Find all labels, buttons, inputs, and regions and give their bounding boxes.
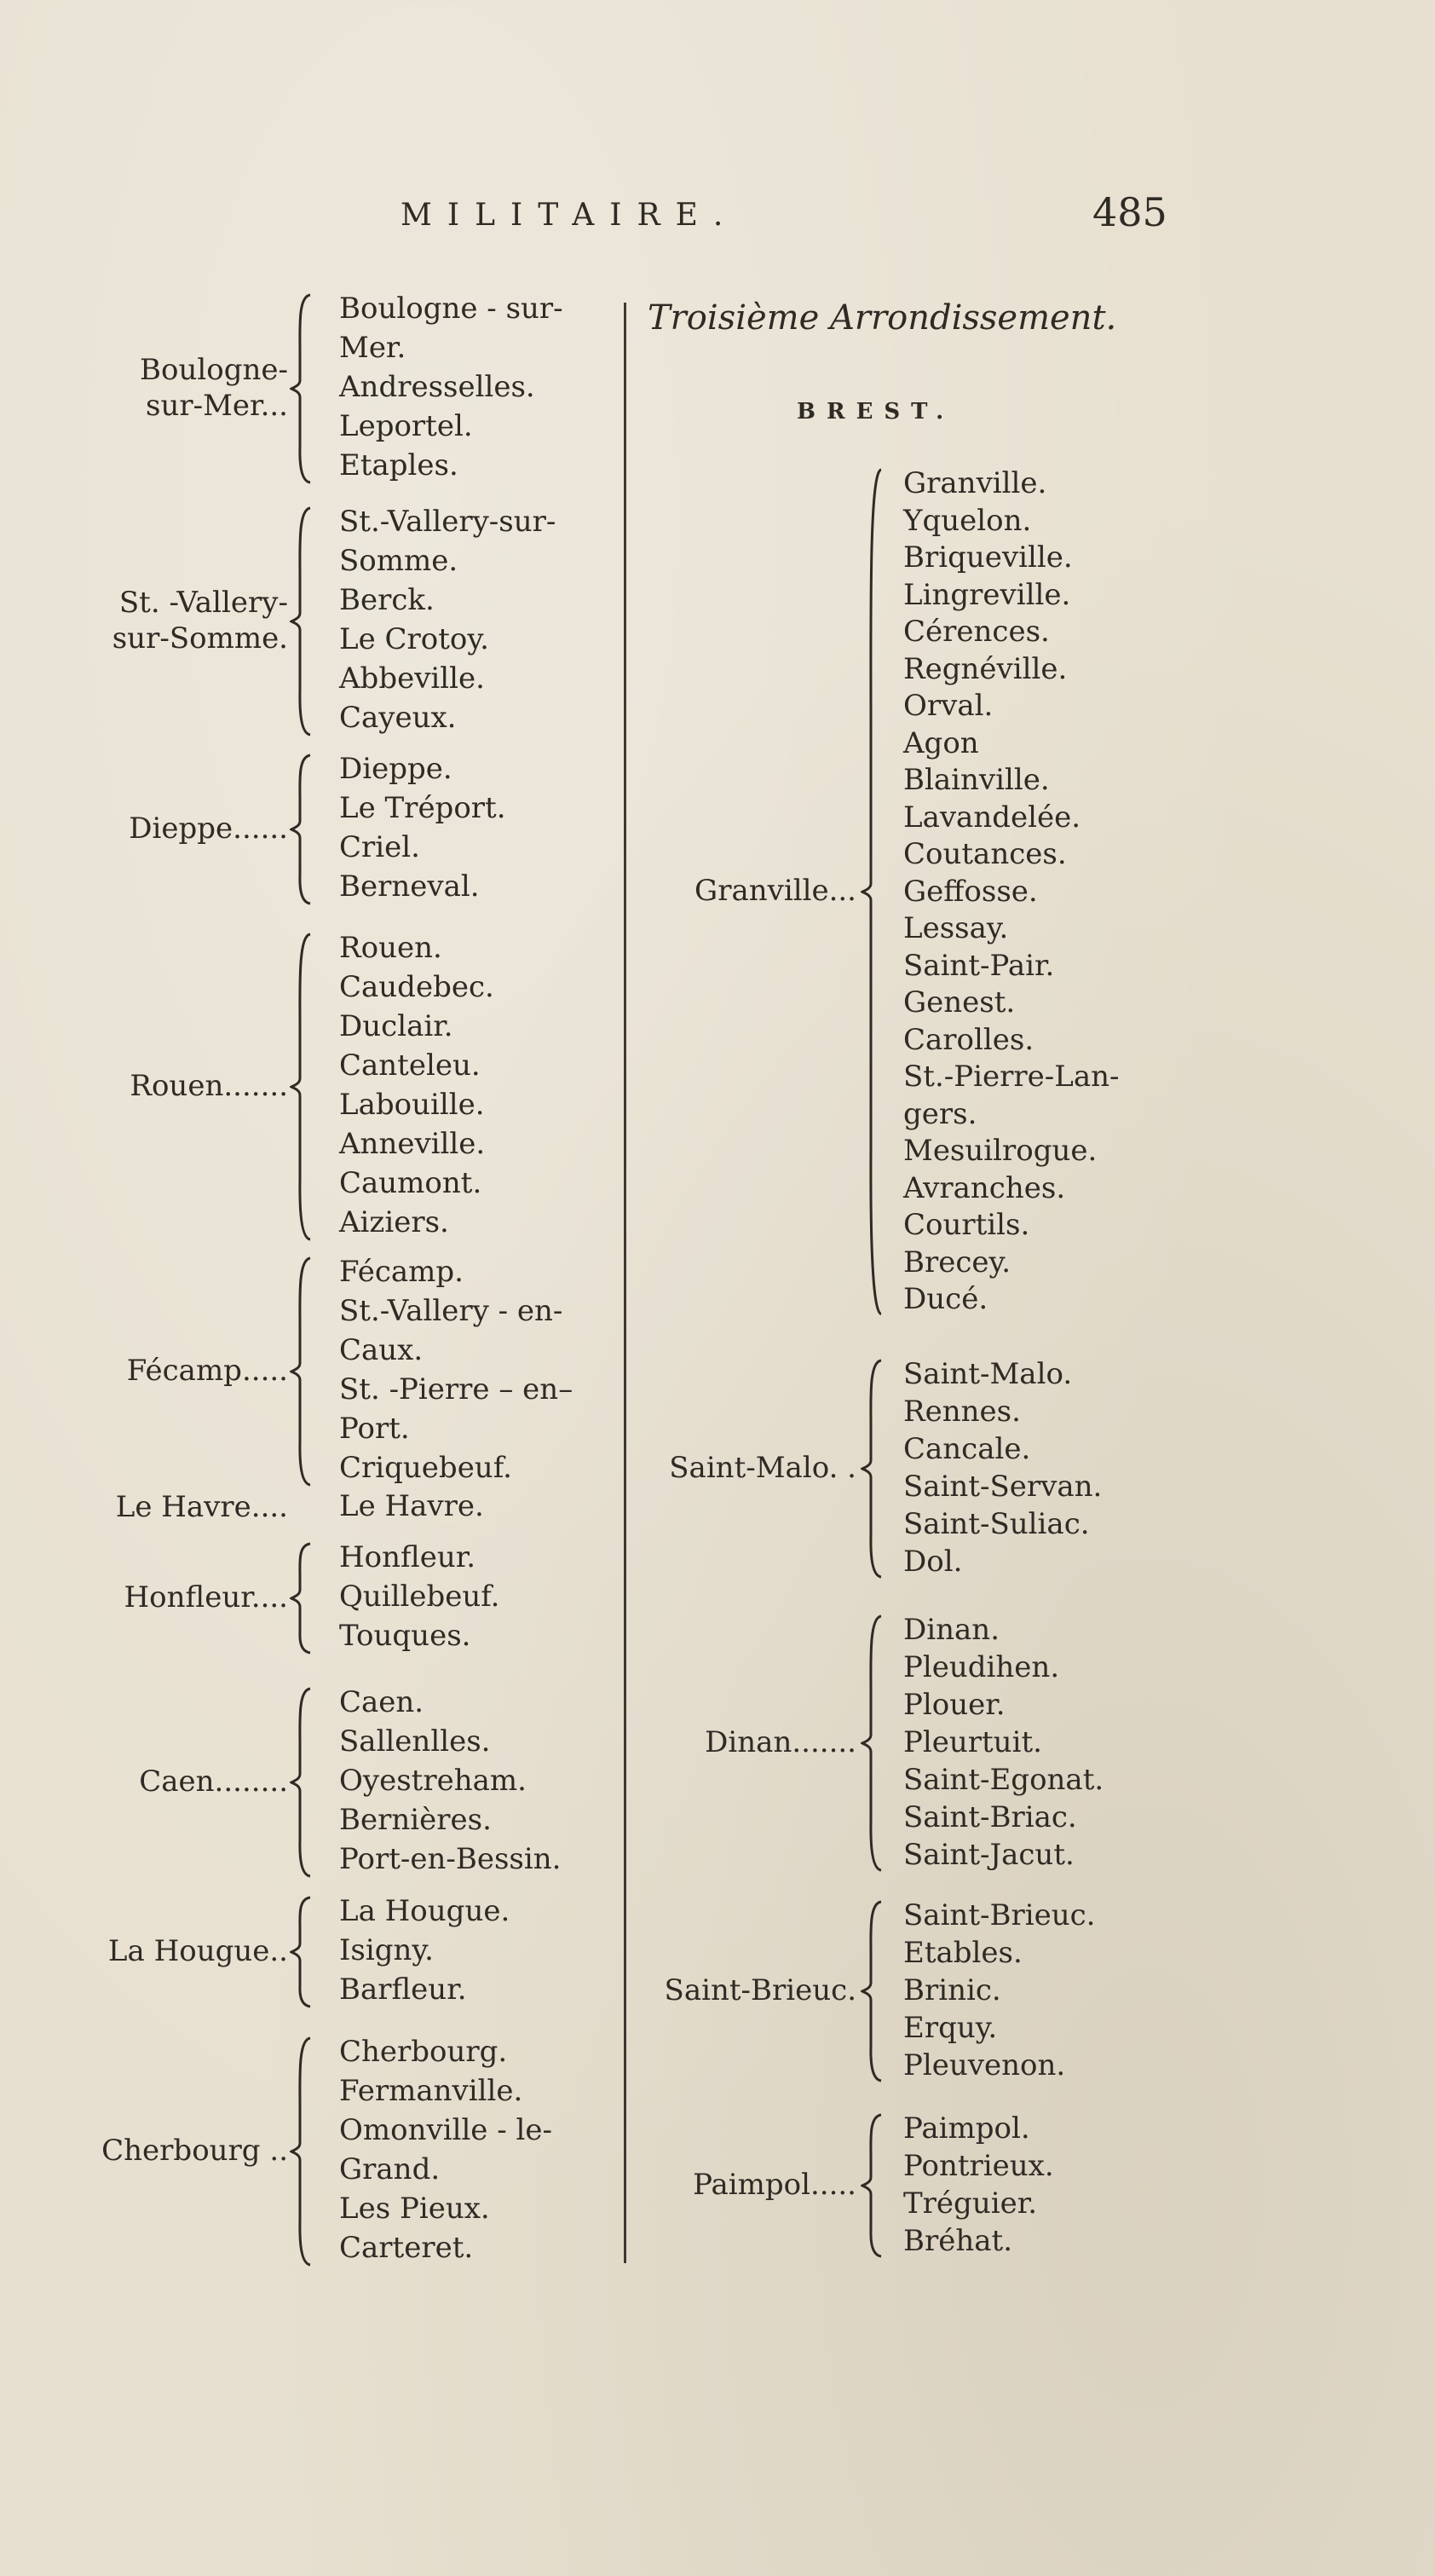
town-entry: Criquebeuf.	[339, 1451, 512, 1485]
town-entry: Plouer.	[903, 1688, 1006, 1722]
town-entry: Boulogne - sur-	[339, 292, 563, 326]
district-name: sur-Mer...	[146, 389, 288, 423]
town-entry: Paimpol.	[903, 2111, 1030, 2146]
town-entry: Abbeville.	[339, 661, 485, 696]
town-entry: Brecey.	[903, 1245, 1011, 1279]
town-entry: Pleurtuit.	[903, 1725, 1042, 1759]
town-entry: Berneval.	[339, 869, 480, 904]
town-entry: Cancale.	[903, 1432, 1031, 1466]
brace-bracket	[861, 2113, 885, 2258]
town-entry: Carteret.	[339, 2231, 474, 2265]
town-entry: Aiziers.	[339, 1205, 449, 1239]
district-name: Honfleur....	[124, 1580, 288, 1614]
brace-bracket	[290, 1256, 314, 1487]
town-entry: Oyestreham.	[339, 1764, 527, 1798]
town-entry: Dinan.	[903, 1613, 1000, 1647]
brace-bracket	[290, 293, 314, 484]
district-name: Paimpol.....	[693, 2168, 856, 2202]
town-entry: Mesuilrogue.	[903, 1134, 1098, 1168]
town-entry: Berck.	[339, 583, 435, 617]
town-entry: Labouille.	[339, 1088, 485, 1122]
town-entry: Barfleur.	[339, 1972, 467, 2007]
town-entry: Grand.	[339, 2152, 441, 2186]
town-entry: Yquelon.	[903, 503, 1032, 538]
brace-bracket	[290, 506, 314, 736]
town-entry: Port-en-Bessin.	[339, 1842, 562, 1876]
section-subtitle: Troisième Arrondissement.	[648, 298, 1117, 338]
brace-bracket	[861, 468, 885, 1316]
town-entry: Rouen.	[339, 931, 442, 965]
brace-bracket	[861, 1359, 885, 1579]
page-number: 485	[1092, 189, 1167, 235]
town-entry: Etables.	[903, 1936, 1023, 1970]
town-entry: Coutances.	[903, 837, 1067, 871]
town-entry: Saint-Suliac.	[903, 1507, 1090, 1541]
town-entry: Erquy.	[903, 2011, 998, 2045]
town-entry: Brinic.	[903, 1973, 1001, 2007]
town-entry: Saint-Pair.	[903, 948, 1055, 983]
town-entry: St.-Vallery - en-	[339, 1294, 563, 1328]
town-entry: Genest.	[903, 985, 1016, 1019]
district-name: Cherbourg ..	[101, 2134, 288, 2168]
section-heading: BREST.	[797, 399, 955, 425]
brace-bracket	[861, 1614, 885, 1872]
town-entry: Caudebec.	[339, 970, 494, 1004]
town-entry: Saint-Jacut.	[903, 1838, 1075, 1872]
town-entry: Regnéville.	[903, 651, 1068, 686]
town-entry: Bréhat.	[903, 2224, 1012, 2258]
town-entry: Saint-Servan.	[903, 1470, 1103, 1504]
district-name: Saint-Malo. .	[669, 1451, 856, 1485]
town-entry: Granville.	[903, 466, 1047, 500]
brace-bracket	[290, 2036, 314, 2267]
town-entry: Caumont.	[339, 1166, 482, 1200]
town-entry: Tréguier.	[903, 2186, 1038, 2221]
town-entry: Agon	[903, 725, 979, 760]
town-entry: Criel.	[339, 830, 420, 864]
district-name: Le Havre....	[115, 1490, 288, 1524]
town-entry: Canteleu.	[339, 1048, 481, 1083]
town-entry: Ducé.	[903, 1282, 988, 1316]
brace-bracket	[861, 1900, 885, 2082]
town-entry: Honfleur.	[339, 1540, 476, 1574]
town-entry: Touques.	[339, 1619, 471, 1653]
town-entry: Saint-Egonat.	[903, 1763, 1104, 1797]
town-entry: Dol.	[903, 1545, 963, 1579]
town-entry: Saint-Malo.	[903, 1357, 1073, 1391]
district-name: Boulogne-	[140, 353, 288, 387]
brace-bracket	[290, 754, 314, 905]
town-entry: Duclair.	[339, 1009, 453, 1043]
running-header: MILITAIRE.	[401, 198, 739, 233]
town-entry: Saint-Brieuc.	[903, 1898, 1096, 1932]
district-name: Fécamp.....	[126, 1354, 288, 1388]
town-entry: Le Havre.	[339, 1489, 484, 1523]
district-name: Dinan.......	[705, 1725, 856, 1759]
town-entry: gers.	[903, 1096, 977, 1131]
brace-bracket	[290, 1896, 314, 2008]
town-entry: Dieppe.	[339, 752, 452, 786]
brace-bracket	[290, 933, 314, 1241]
town-entry: Carolles.	[903, 1022, 1034, 1057]
town-entry: Caen.	[339, 1685, 424, 1719]
brace-bracket	[290, 1687, 314, 1878]
town-entry: Isigny.	[339, 1933, 434, 1967]
town-entry: Le Crotoy.	[339, 622, 489, 656]
district-name: Caen........	[139, 1765, 288, 1799]
town-entry: Fécamp.	[339, 1255, 464, 1289]
town-entry: Orval.	[903, 689, 994, 723]
town-entry: Cérences.	[903, 615, 1050, 649]
district-name: Saint-Brieuc.	[664, 1973, 856, 2007]
district-name: sur-Somme.	[112, 621, 288, 656]
town-entry: Saint-Briac.	[903, 1800, 1077, 1834]
town-entry: Courtils.	[903, 1208, 1030, 1242]
column-divider	[624, 303, 626, 2263]
town-entry: Quillebeuf.	[339, 1580, 500, 1614]
town-entry: St. -Pierre – en–	[339, 1372, 573, 1406]
town-entry: Lavandelée.	[903, 800, 1081, 835]
town-entry: Port.	[339, 1412, 410, 1446]
town-entry: Lingreville.	[903, 577, 1071, 612]
town-entry: Somme.	[339, 544, 458, 578]
town-entry: Blainville.	[903, 763, 1050, 797]
town-entry: Avranches.	[903, 1170, 1066, 1205]
town-entry: Pleuvenon.	[903, 2048, 1066, 2082]
town-entry: Leportel.	[339, 409, 473, 443]
town-entry: Mer.	[339, 331, 406, 365]
district-name: St. -Vallery-	[118, 586, 288, 620]
town-entry: St.-Pierre-Lan-	[903, 1060, 1120, 1094]
brace-bracket	[290, 1542, 314, 1655]
town-entry: Geffosse.	[903, 874, 1038, 909]
district-name: Granville...	[694, 874, 856, 909]
town-entry: Pontrieux.	[903, 2149, 1054, 2183]
town-entry: Cayeux.	[339, 701, 457, 735]
district-name: Dieppe......	[129, 811, 288, 846]
town-entry: St.-Vallery-sur-	[339, 505, 556, 539]
district-name: La Hougue..	[107, 1934, 288, 1968]
town-entry: Anneville.	[339, 1127, 486, 1161]
town-entry: Omonville - le-	[339, 2113, 553, 2147]
town-entry: Lessay.	[903, 911, 1009, 945]
town-entry: Briqueville.	[903, 540, 1073, 575]
town-entry: Fermanville.	[339, 2074, 523, 2108]
town-entry: Les Pieux.	[339, 2192, 490, 2226]
town-entry: Caux.	[339, 1333, 424, 1367]
town-entry: Le Tréport.	[339, 791, 506, 825]
town-entry: La Hougue.	[339, 1894, 510, 1928]
town-entry: Etaples.	[339, 448, 458, 482]
town-entry: Pleudihen.	[903, 1650, 1060, 1684]
town-entry: Rennes.	[903, 1395, 1021, 1429]
town-entry: Bernières.	[339, 1803, 492, 1837]
town-entry: Cherbourg.	[339, 2035, 508, 2069]
district-name: Rouen.......	[130, 1069, 288, 1103]
town-entry: Sallenlles.	[339, 1724, 491, 1759]
town-entry: Andresselles.	[339, 370, 535, 404]
